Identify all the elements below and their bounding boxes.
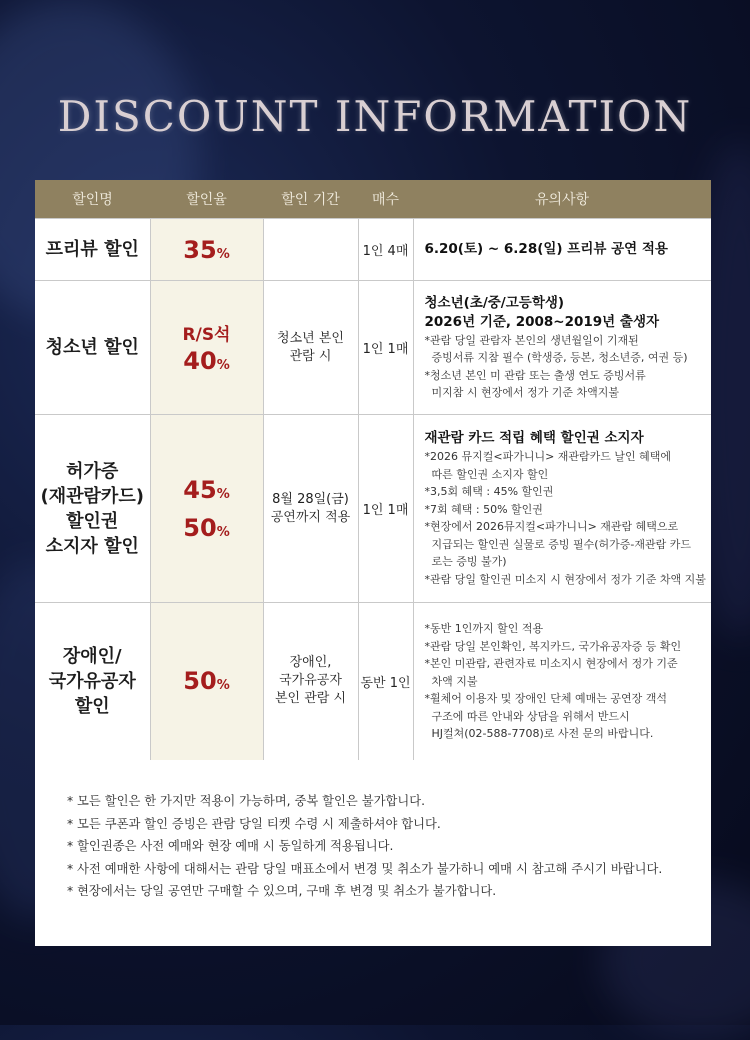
note-line: *본인 미관람, 관련자료 미소지시 현장에서 정가 기준 [424, 657, 678, 670]
ticket-limit-cell: 1인 4매 [358, 219, 413, 281]
table-header-row [35, 180, 711, 219]
discount-rate-cell [150, 603, 263, 760]
rate-unit: % [216, 678, 230, 694]
note-line: 차액 지불 [424, 674, 478, 688]
header-period: 할인 기간 [263, 180, 358, 219]
footer-note: * 할인권종은 사전 예매와 현장 예매 시 동일하게 적용됩니다. [67, 839, 394, 853]
note-heading: 재관람 카드 적립 혜택 할인권 소지자 [424, 430, 644, 446]
discount-rate-cell [150, 219, 263, 281]
header-notes: 유의사항 [413, 180, 711, 219]
discount-notes-cell [413, 219, 711, 281]
discount-notes-cell [413, 415, 711, 603]
discount-name-cell [35, 415, 150, 603]
period-line: 공연까지 적용 [270, 509, 351, 525]
ticket-limit-cell: 동반 1인 [358, 603, 413, 760]
discount-name-cell [35, 219, 150, 281]
note-line: *7회 혜택 : 50% 할인권 [424, 502, 543, 516]
discount-period-cell [263, 281, 358, 415]
note-line: *관람 당일 할인권 미소지 시 현장에서 정가 기준 차액 지불 [424, 572, 706, 586]
note-line: 구조에 따른 안내와 상담을 위해서 반드시 [424, 709, 630, 723]
page-title: DISCOUNT INFORMATION [57, 92, 693, 141]
seat-class-label: R/S석 [182, 325, 231, 345]
ticket-limit-cell: 1인 1매 [358, 415, 413, 603]
note-line: *동반 1인까지 할인 적용 [424, 622, 544, 635]
rate-unit: % [216, 524, 230, 540]
discount-name-line: 소지자 할인 [45, 535, 139, 557]
period-line: 관람 시 [289, 348, 332, 364]
footer-note: * 모든 할인은 한 가지만 적용이 가능하며, 중복 할인은 불가합니다. [67, 794, 425, 808]
rate-number: 50 [183, 513, 217, 542]
discount-period-cell [263, 219, 358, 281]
rate-number: 45 [183, 475, 217, 504]
note-line: 증빙서류 지참 필수 (학생증, 등본, 청소년증, 여권 등) [424, 351, 688, 364]
note-line: 미지참 시 현장에서 정가 기준 차액지불 [424, 386, 619, 399]
note-line: 따른 할인권 소지자 할인 [424, 467, 549, 481]
discount-rate-value [151, 347, 263, 375]
discount-period-cell [263, 603, 358, 760]
header-rate: 할인율 [150, 180, 263, 219]
note-line: *현장에서 2026뮤지컬<파가니니> 재관람 혜택으로 [424, 520, 679, 533]
header-name: 할인명 [35, 180, 150, 219]
table-row [35, 281, 711, 415]
discount-name-line: 프리뷰 할인 [45, 239, 139, 260]
discount-rate-cell [150, 281, 263, 415]
note-heading: 2026년 기준, 2008~2019년 출생자 [424, 313, 660, 330]
note-line: 지급되는 할인권 실물로 증빙 필수(허가증-재관람 카드 [424, 537, 692, 551]
discount-period-cell [263, 415, 358, 603]
note-line: *관람 당일 관람자 본인의 생년월일이 기재된 [424, 333, 639, 347]
discount-name-line: 허가증 [66, 460, 119, 482]
period-line: 장애인, [289, 655, 332, 671]
note-line: *관람 당일 본인확인, 복지카드, 국가유공자증 등 확인 [424, 639, 682, 653]
discount-rate-cell [150, 415, 263, 603]
discount-notes-cell [413, 281, 711, 415]
note-heading: 청소년(초/중/고등학생) [424, 294, 565, 311]
discount-name-line: 국가유공자 [48, 670, 136, 692]
discount-name-line: 장애인/ [62, 645, 122, 667]
discount-name-line: 할인권 [66, 510, 119, 532]
rate-number: 50 [183, 667, 217, 696]
period-line: 청소년 본인 [277, 330, 344, 346]
header-qty: 매수 [358, 180, 413, 219]
discount-rate-value [151, 476, 263, 504]
rate-unit: % [216, 486, 230, 502]
ticket-limit-cell: 1인 1매 [358, 281, 413, 415]
table-row [35, 219, 711, 281]
rate-unit: % [216, 358, 230, 373]
note-line: *휠체어 이용자 및 장애인 단체 예매는 공연장 객석 [424, 692, 667, 705]
discount-name-cell [35, 281, 150, 415]
note-line: *2026 뮤지컬<파가니니> 재관람카드 날인 혜택에 [424, 450, 672, 463]
discount-notes-cell [413, 603, 711, 760]
period-line: 8월 28일(금) [272, 491, 349, 507]
period-line: 국가유공자 [279, 673, 342, 689]
rate-number: 40 [183, 347, 217, 375]
note-line: HJ컬쳐(02-588-7708)로 사전 문의 바랍니다. [424, 727, 654, 740]
footer-notes [67, 790, 662, 903]
period-line: 본인 관람 시 [274, 691, 347, 707]
note-line: 로는 증빙 불가) [424, 555, 507, 568]
discount-rate-value [151, 236, 263, 264]
discount-name-line: 할인 [74, 695, 110, 717]
discount-card [35, 180, 711, 946]
discount-name-line: (재관람카드) [40, 485, 144, 507]
note-line: *청소년 본인 미 관람 또는 출생 연도 증빙서류 [424, 368, 646, 382]
discount-table [35, 180, 711, 760]
footer-note: * 사전 예매한 사항에 대해서는 관람 당일 매표소에서 변경 및 취소가 불가하니 예매 시 참고해 주시기 바랍니다. [67, 861, 663, 876]
footer-note: * 모든 쿠폰과 할인 증빙은 관람 당일 티켓 수령 시 제출하셔야 합니다. [67, 816, 441, 831]
discount-name-cell [35, 603, 150, 760]
discount-rate-value [151, 667, 263, 695]
table-row [35, 603, 711, 760]
rate-unit: % [216, 246, 230, 262]
note-heading: 6.20(토) ~ 6.28(일) 프리뷰 공연 적용 [424, 241, 668, 257]
discount-rate-value [151, 514, 263, 542]
footer-note: * 현장에서는 당일 공연만 구매할 수 있으며, 구매 후 변경 및 취소가 불가합니다. [67, 884, 497, 898]
note-line: *3,5회 혜택 : 45% 할인권 [424, 485, 554, 498]
rate-number: 35 [183, 235, 217, 264]
table-row [35, 415, 711, 603]
discount-name-line: 청소년 할인 [45, 337, 139, 358]
